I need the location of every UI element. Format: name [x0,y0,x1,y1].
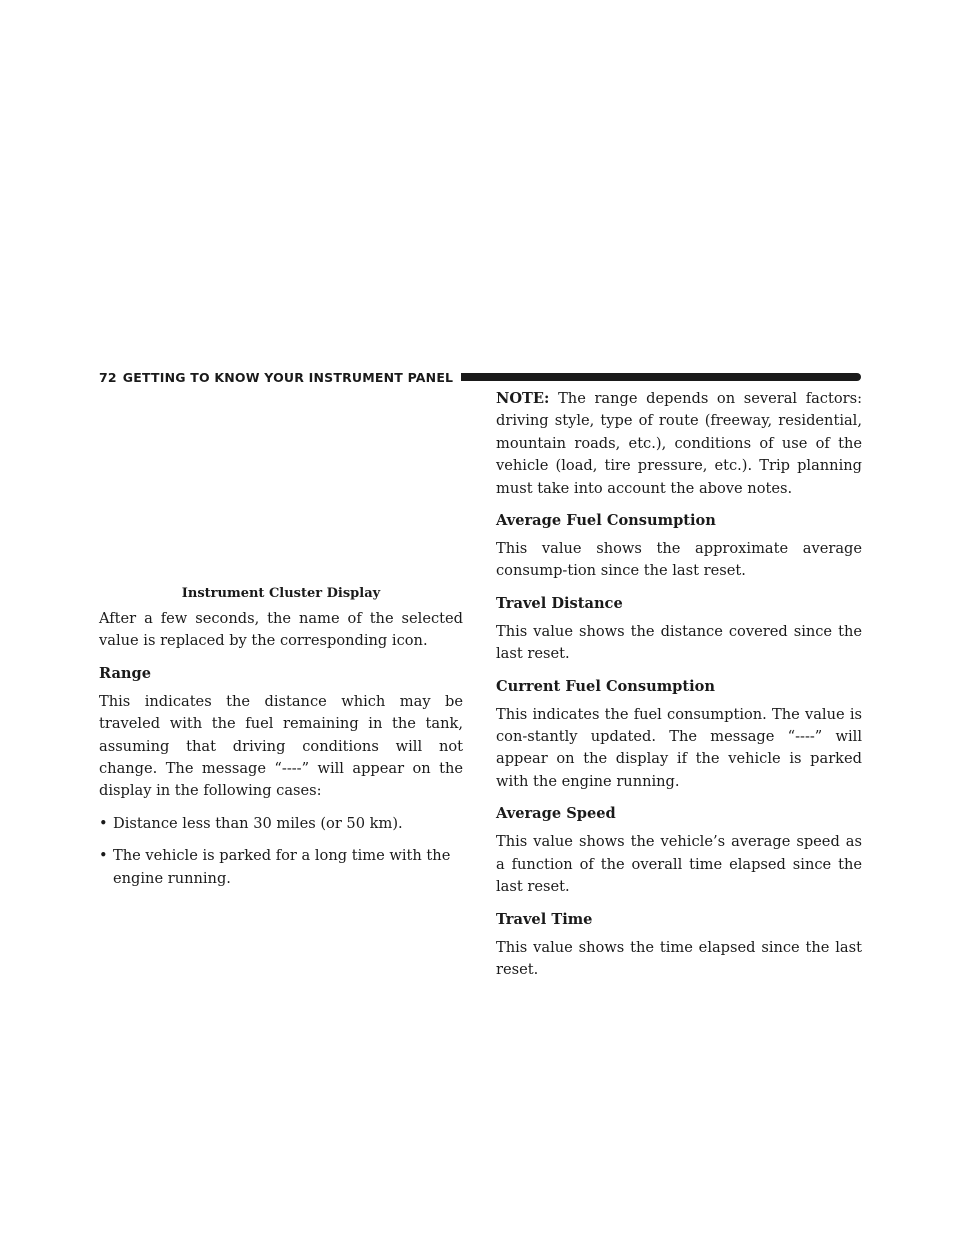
page-header [99,368,861,386]
list-item [99,845,463,890]
range-paragraph: This indicates the distance which may be traveled with the fuel remaining in the tank, assuming that driving conditions will not change. The message “----” will appear on the display in the following cases: [99,692,463,800]
left-column [99,608,463,900]
section-heading-average-fuel-consumption: Average Fuel Consumption [496,512,716,530]
bullet-glyph: • [99,814,108,832]
bullet-glyph: • [99,847,108,865]
bullet-text: The vehicle is parked for a long time with the engine running. [113,847,451,887]
note-paragraph [496,388,862,500]
section-text-average-fuel-consumption: This value shows the approximate average consump-tion since the last reset. [496,540,862,580]
section-text-average-speed: This value shows the vehicle’s average speed as a function of the overall time elapsed since the last reset. [496,833,862,896]
range-bullet-list [99,813,463,890]
section-heading-travel-distance: Travel Distance [496,594,623,612]
header-rule [461,373,861,381]
section-title: GETTING TO KNOW YOUR INSTRUMENT PANEL [122,369,454,385]
section-heading-current-fuel-consumption: Current Fuel Consumption [496,677,716,695]
figure-caption: Instrument Cluster Display [181,586,381,601]
right-column [496,388,862,991]
section-text-travel-distance: This value shows the distance covered since the last reset. [496,622,862,663]
bullet-text: Distance less than 30 miles (or 50 km). [113,814,403,832]
section-text-current-fuel-consumption: This indicates the fuel consumption. The value is con-stantly updated. The message “----” will appear on the display if the vehicle is parked with the engine running. [496,705,862,790]
section-heading-travel-time: Travel Time [496,910,593,928]
section-text-travel-time: This value shows the time elapsed since the last reset. [496,938,862,978]
intro-paragraph: After a few seconds, the name of the selected value is replaced by the corresponding icon. [99,610,463,650]
page-number: 72 [99,369,117,385]
list-item [99,813,463,835]
note-label: NOTE: [496,390,550,407]
range-heading: Range [99,664,152,682]
note-text: The range depends on several factors: driving style, type of route (freeway, residential, mountain roads, etc.), conditions of use of the vehicle (load, tire pressure, etc.). Trip planning must take into account the above notes. [496,390,862,497]
section-heading-average-speed: Average Speed [496,805,616,823]
